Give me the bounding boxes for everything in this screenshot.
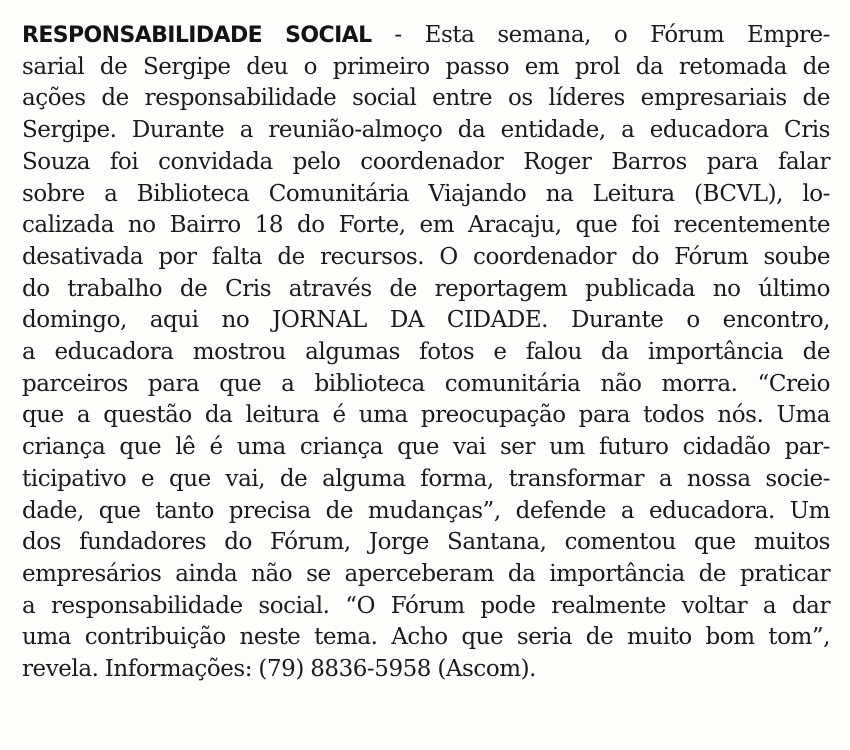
article-line: revela. Informações: (79) 8836-5958 (Ascom). (22, 656, 536, 683)
article-line: dos fundadores do Fórum, Jorge Santana, comentou que muitos (22, 529, 830, 556)
article-line: desativada por falta de recursos. O coordenador do Fórum soube (22, 243, 830, 270)
article-line: empresários ainda não se aperceberam da importância de praticar (22, 560, 830, 587)
article-kicker: RESPONSABILIDADE SOCIAL (22, 23, 372, 48)
article-line: a educadora mostrou algumas fotos e falou da importância de (22, 339, 830, 366)
article-line: ações de responsabilidade social entre os líderes empresariais de (22, 85, 830, 112)
article-line-text: - Esta semana, o Fórum Empre- (371, 22, 830, 48)
article-line: a responsabilidade social. “O Fórum pode realmente voltar a dar (22, 592, 830, 619)
article-line: sobre a Biblioteca Comunitária Viajando na Leitura (BCVL), lo- (22, 180, 830, 207)
article-line: uma contribuição neste tema. Acho que seria de muito bom tom”, (22, 624, 830, 651)
article-line: calizada no Bairro 18 do Forte, em Aracaju, que foi recentemente (22, 212, 830, 239)
article-line (22, 20, 830, 52)
article-line: domingo, aqui no JORNAL DA CIDADE. Durante o encontro, (22, 307, 830, 334)
article-line: sarial de Sergipe deu o primeiro passo em prol da retomada de (22, 53, 830, 80)
article-body (22, 20, 830, 686)
article-line: Souza foi convidada pelo coordenador Roger Barros para falar (22, 148, 830, 175)
article-line: criança que lê é uma criança que vai ser um futuro cidadão par- (22, 434, 830, 461)
article-line: Sergipe. Durante a reunião-almoço da entidade, a educadora Cris (22, 117, 830, 144)
article-line: parceiros para que a biblioteca comunitária não morra. “Creio (22, 370, 830, 397)
article-line: do trabalho de Cris através de reportagem publicada no último (22, 275, 830, 302)
article-line: que a questão da leitura é uma preocupação para todos nós. Uma (22, 402, 830, 429)
article-line: ticipativo e que vai, de alguma forma, transformar a nossa socie- (22, 465, 830, 492)
article-line: dade, que tanto precisa de mudanças”, defende a educadora. Um (22, 497, 830, 524)
